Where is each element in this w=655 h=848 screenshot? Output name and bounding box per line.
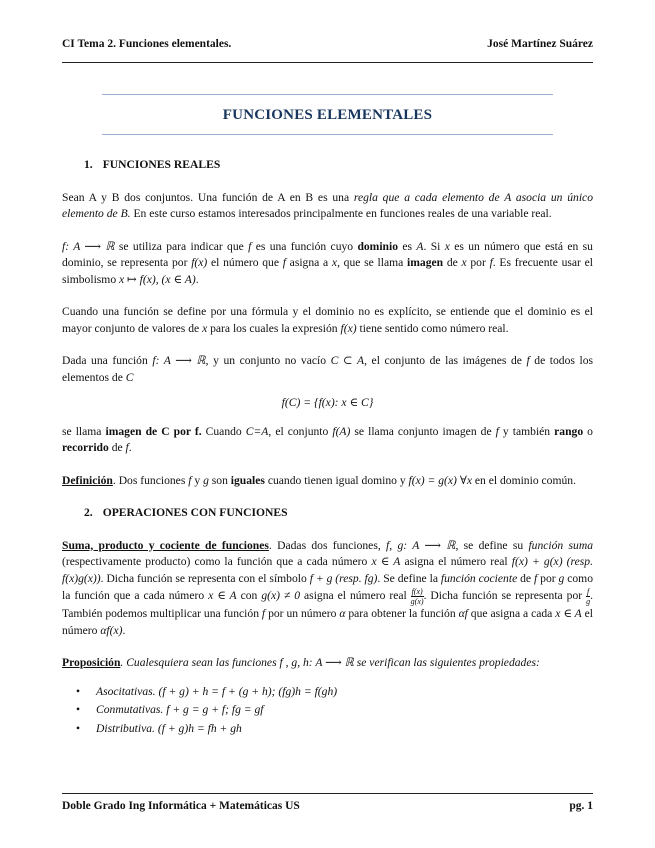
bullet-icon: • bbox=[76, 703, 81, 716]
page-header bbox=[62, 38, 593, 50]
paragraph-function-notation: f: A ⟶ ℝ se utiliza para indicar que f es una función cuyo dominio es A. Si x es un número que está en su dominio, se representa por f(x) el número que f asigna a x, que se llama imagen de x por f. Es frecuente usar el simbolismo x ↦ f(x), (x ∈ A). bbox=[62, 239, 593, 286]
document-body bbox=[62, 157, 593, 739]
section-heading-1: 1. FUNCIONES REALES bbox=[84, 158, 221, 171]
paragraph-proposition: Proposición. Cualesquiera sean las funciones f , g, h: A ⟶ ℝ se verifican las siguientes propiedades: bbox=[62, 656, 540, 669]
title-block bbox=[102, 94, 553, 135]
paragraph-domain: Cuando una función se define por una fórmula y el dominio no es explícito, se entiende que el dominio es el mayor conjunto de valores de x para los cuales la expresión f(x) tiene sentido como número real. bbox=[62, 305, 593, 335]
header-right: José Martínez Suárez bbox=[487, 38, 593, 50]
paragraph-definition: Definición. Dos funciones f y g son iguales cuando tienen igual domino y f(x) = g(x) ∀x en el dominio común. bbox=[62, 473, 576, 487]
fraction-f-g: $\frac{f}{g}$ bbox=[586, 587, 591, 606]
title-rule-bottom bbox=[102, 134, 553, 135]
paragraph-intro: Sean A y B dos conjuntos. Una función de A en B es una regla que a cada elemento de A asocia un único elemento de B. En este curso estamos interesados principalmente en funciones reales de una variable real. bbox=[62, 190, 593, 220]
list-item: • Asocitativas. (f + g) + h = f + (g + h); (fg)h = f(gh) bbox=[76, 684, 593, 701]
page-number: pg. 1 bbox=[569, 800, 593, 812]
list-item: • Distributiva. (f + g)h = fh + gh bbox=[76, 721, 593, 738]
operations-label: Suma, producto y cociente de funciones bbox=[62, 538, 269, 552]
footer-rule bbox=[62, 793, 593, 794]
properties-list bbox=[62, 684, 593, 738]
paragraph-range: se llama imagen de C por f. Cuando C=A, el conjunto f(A) se llama conjunto imagen de f y también rango o recorrido de f. bbox=[62, 424, 593, 454]
definition-label: Definición bbox=[62, 473, 113, 487]
footer-left: Doble Grado Ing Informática + Matemáticas US bbox=[62, 800, 300, 812]
list-item: • Conmutativas. f + g = g + f; fg = gf bbox=[76, 702, 593, 719]
paragraph-operations: Suma, producto y cociente de funciones. Dadas dos funciones, f, g: A ⟶ ℝ, se define su función suma (respectivamente producto) como la función que a cada número x ∈ A asigna el número real f(x) + g(x) (resp. f(x)g(x)). Dicha función se representa con el símbolo f + g (resp. fg). Se define la función cociente de f por g como la función que a cada número x ∈ A con g(x) ≠ 0 asigna el número real $\frac{f(x)}{g(x)}$ . Dicha función se representa por $\frac{f}{g}$ . También podemos multiplicar una función f por un número α para obtener la función αf que asigna a cada x ∈ A el número αf(x). bbox=[62, 538, 594, 637]
formula-image-set: f(C) = {f(x): x ∈ C} bbox=[281, 396, 374, 409]
proposition-label: Proposición bbox=[62, 656, 121, 669]
document-title: FUNCIONES ELEMENTALES bbox=[222, 107, 433, 123]
bullet-icon: • bbox=[76, 721, 81, 735]
header-left: CI Tema 2. Funciones elementales. bbox=[62, 38, 232, 50]
section-heading-2: 2. OPERACIONES CON FUNCIONES bbox=[84, 506, 288, 519]
header-rule bbox=[62, 62, 593, 63]
title-rule-top bbox=[102, 94, 553, 95]
bullet-icon: • bbox=[76, 684, 81, 698]
fraction-fx-gx: $\frac{f(x)}{g(x)}$ bbox=[410, 587, 424, 606]
paragraph-image-set: Dada una función f: A ⟶ ℝ, y un conjunto no vacío C ⊂ A, el conjunto de las imágenes de f de todos los elementos de C bbox=[62, 354, 594, 384]
page-footer bbox=[62, 800, 593, 812]
